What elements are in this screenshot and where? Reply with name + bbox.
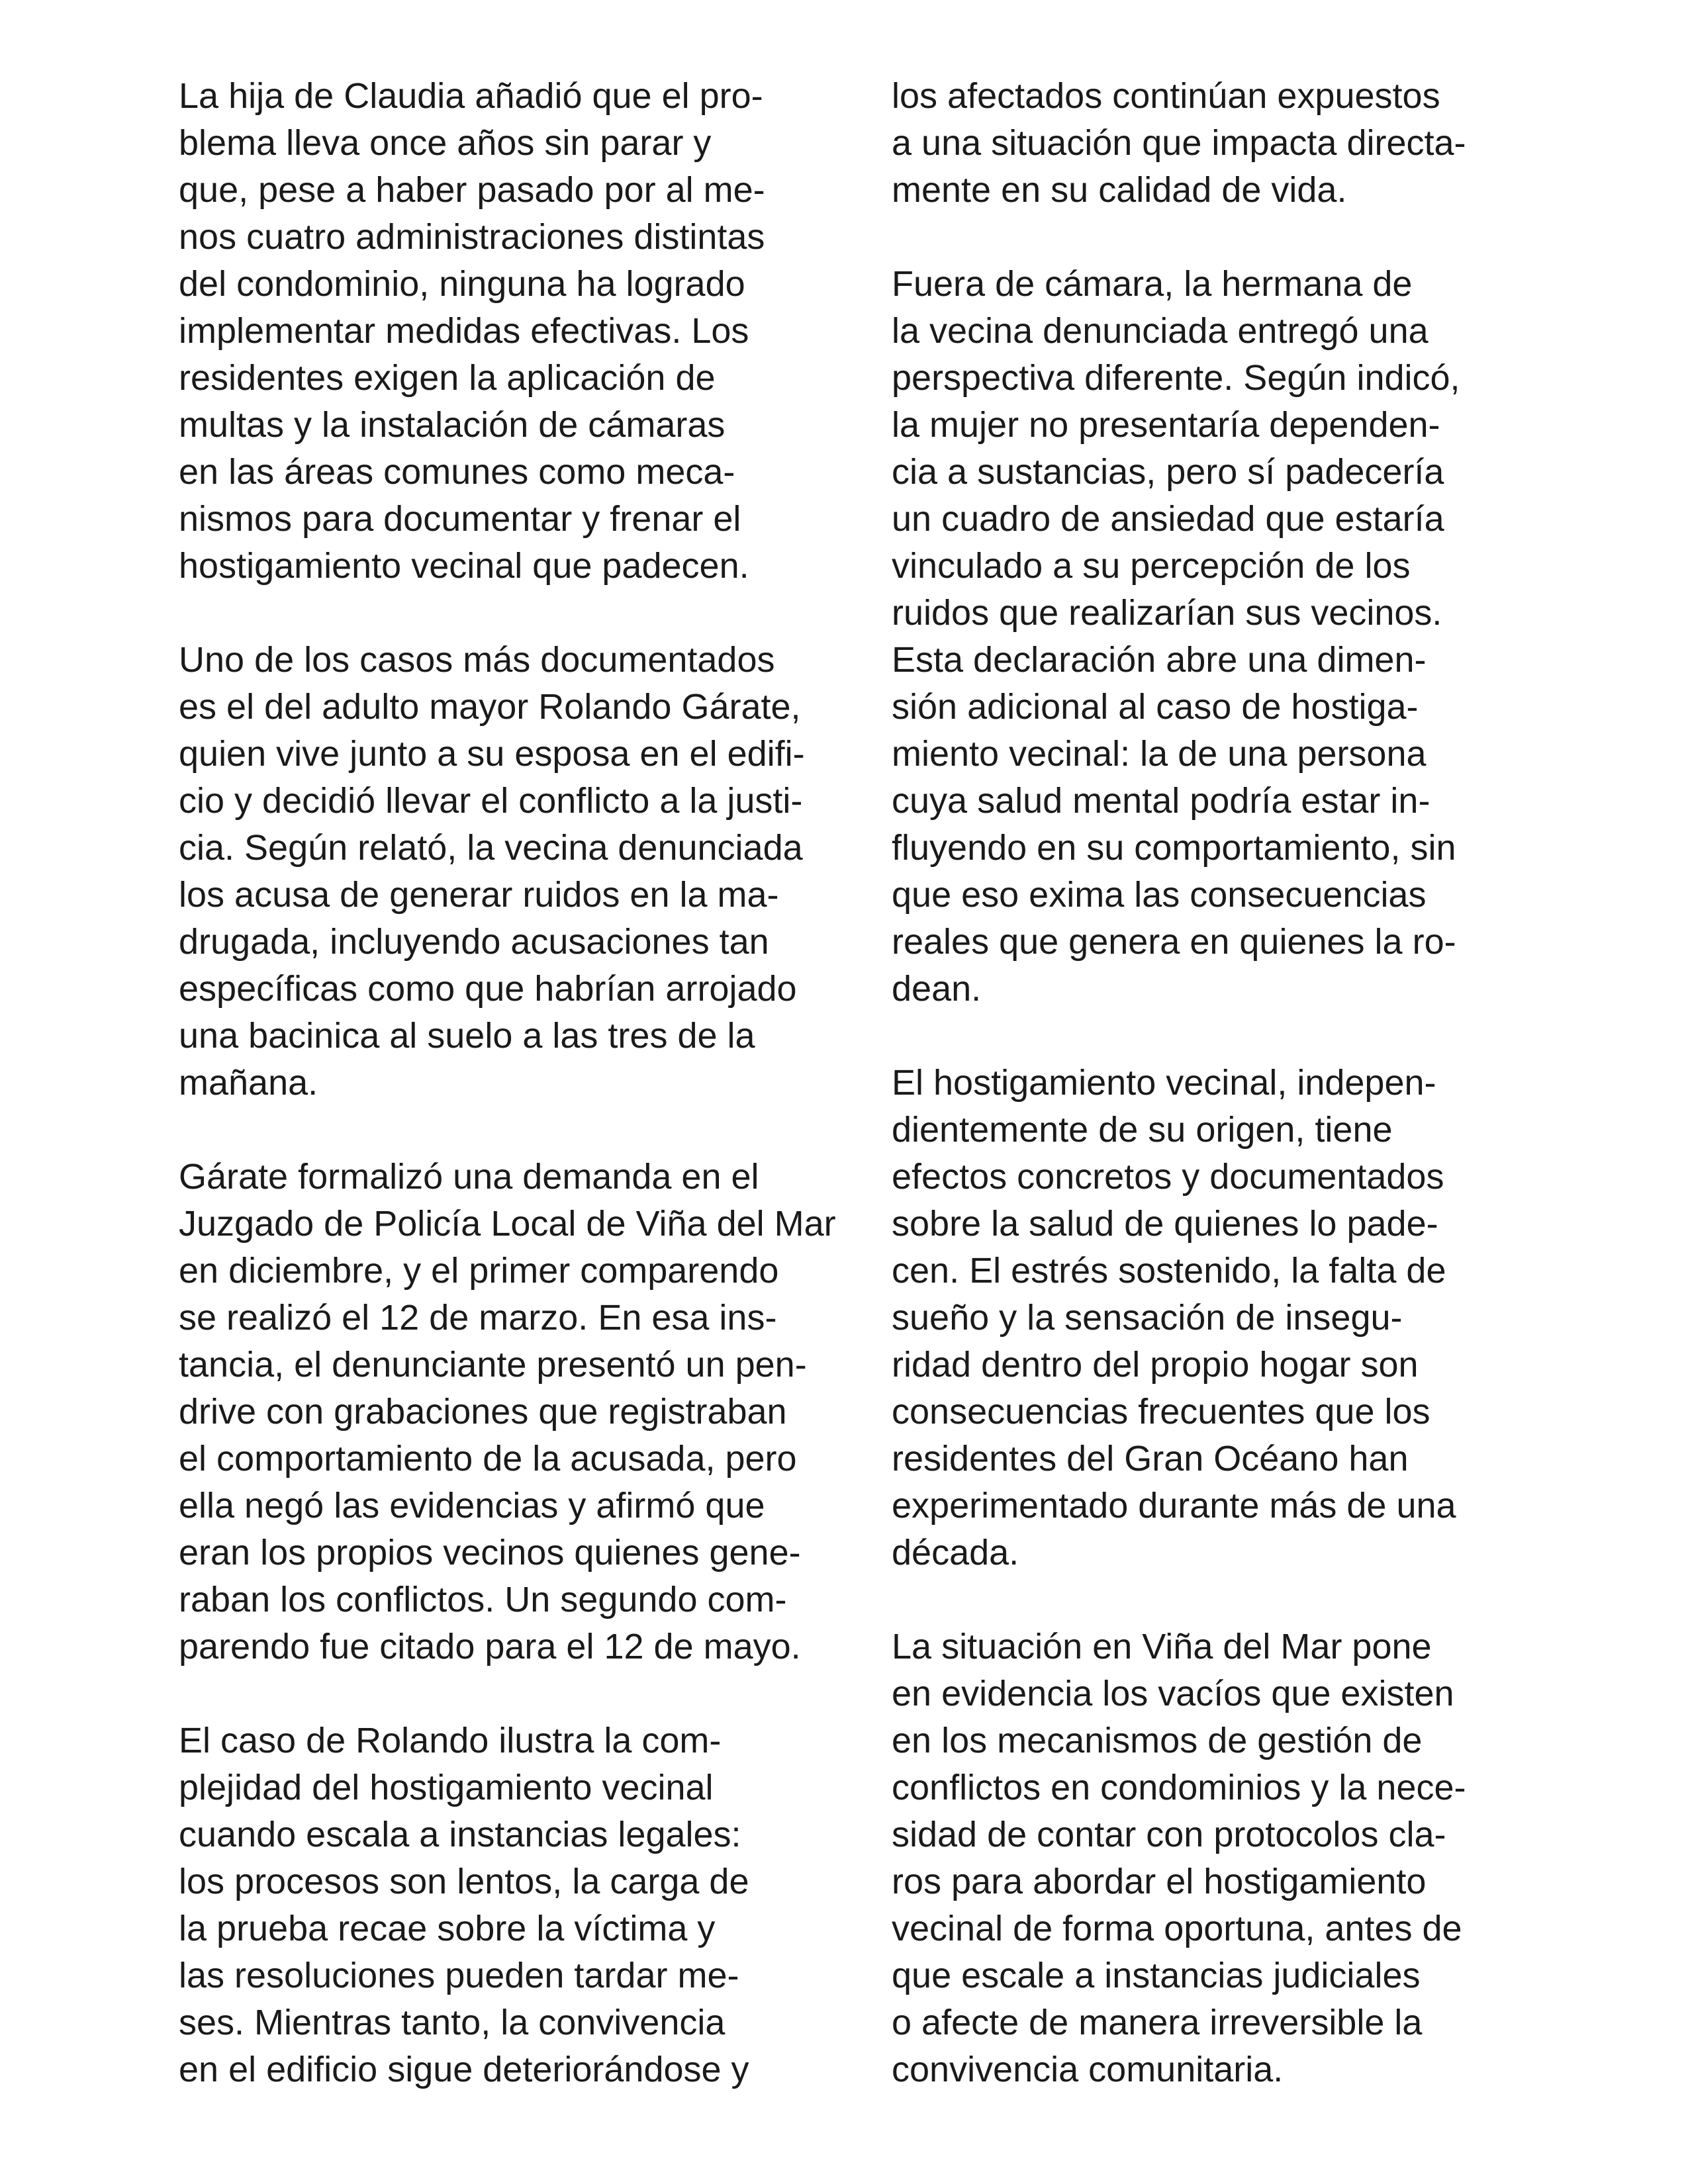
- text-line: sueño y la sensación de insegu-: [892, 1298, 1403, 1338]
- text-line: cia. Según relató, la vecina denunciada: [179, 828, 803, 868]
- paragraph: [179, 1154, 841, 1670]
- left-column: [179, 73, 841, 2140]
- text-line: convivencia comunitaria.: [892, 2050, 1284, 2089]
- text-line: implementar medidas efectivas. Los: [179, 311, 749, 351]
- text-line: del condominio, ninguna ha logrado: [179, 264, 745, 304]
- text-line: hostigamiento vecinal que padecen.: [179, 546, 749, 586]
- text-line: nismos para documentar y frenar el: [179, 499, 741, 539]
- text-line: que eso exima las consecuencias: [892, 875, 1427, 915]
- text-line: los procesos son lentos, la carga de: [179, 1862, 749, 1901]
- text-line: mente en su calidad de vida.: [892, 170, 1347, 210]
- text-line: efectos concretos y documentados: [892, 1157, 1444, 1197]
- text-line: quien vive junto a su esposa en el edifi-: [179, 734, 805, 774]
- text-line: fluyendo en su comportamiento, sin: [892, 828, 1456, 868]
- text-line: nos cuatro administraciones distintas: [179, 217, 765, 257]
- text-line: parendo fue citado para el 12 de mayo.: [179, 1627, 801, 1666]
- text-line: multas y la instalación de cámaras: [179, 405, 726, 445]
- paragraph: [892, 261, 1554, 1013]
- text-line: eran los propios vecinos quienes gene-: [179, 1533, 801, 1572]
- text-line: cio y decidió llevar el conflicto a la justi-: [179, 781, 803, 821]
- text-line: los acusa de generar ruidos en la ma-: [179, 875, 779, 915]
- text-line: el comportamiento de la acusada, pero: [179, 1439, 797, 1479]
- paragraph: [179, 73, 841, 590]
- text-line: ros para abordar el hostigamiento: [892, 1862, 1427, 1901]
- text-line: plejidad del hostigamiento vecinal: [179, 1768, 714, 1807]
- text-line: sión adicional al caso de hostiga-: [892, 687, 1419, 727]
- text-line: drive con grabaciones que registraban: [179, 1392, 787, 1432]
- text-line: la prueba recae sobre la víctima y: [179, 1909, 716, 1948]
- text-line: a una situación que impacta directa-: [892, 123, 1466, 163]
- text-line: vecinal de forma oportuna, antes de: [892, 1909, 1462, 1948]
- text-line: Fuera de cámara, la hermana de: [892, 264, 1413, 304]
- text-line: raban los conflictos. Un segundo com-: [179, 1580, 787, 1619]
- paragraph: [179, 1717, 841, 2093]
- text-line: los afectados continúan expuestos: [892, 76, 1440, 116]
- text-line: drugada, incluyendo acusaciones tan: [179, 922, 769, 962]
- right-column: [892, 73, 1554, 2140]
- text-line: es el del adulto mayor Rolando Gárate,: [179, 687, 801, 727]
- text-line: que, pese a haber pasado por al me-: [179, 170, 765, 210]
- text-line: un cuadro de ansiedad que estaría: [892, 499, 1444, 539]
- text-line: cia a sustancias, pero sí padecería: [892, 452, 1444, 492]
- text-line: El hostigamiento vecinal, indepen-: [892, 1063, 1436, 1103]
- text-line: las resoluciones pueden tardar me-: [179, 1956, 739, 1995]
- text-line: ruidos que realizarían sus vecinos.: [892, 593, 1442, 633]
- text-line: dientemente de su origen, tiene: [892, 1110, 1393, 1150]
- text-line: reales que genera en quienes la ro-: [892, 922, 1456, 962]
- text-line: sobre la salud de quienes lo pade-: [892, 1204, 1438, 1244]
- text-line: miento vecinal: la de una persona: [892, 734, 1427, 774]
- text-line: residentes del Gran Océano han: [892, 1439, 1409, 1479]
- text-line: ella negó las evidencias y afirmó que: [179, 1486, 765, 1525]
- text-line: se realizó el 12 de marzo. En esa ins-: [179, 1298, 777, 1338]
- text-line: o afecte de manera irreversible la: [892, 2003, 1423, 2042]
- paragraph: [179, 637, 841, 1107]
- text-line: experimentado durante más de una: [892, 1486, 1456, 1525]
- text-line: sidad de contar con protocolos cla-: [892, 1815, 1446, 1854]
- text-line: dean.: [892, 969, 982, 1009]
- text-line: la mujer no presentaría dependen-: [892, 405, 1440, 445]
- text-line: cuya salud mental podría estar in-: [892, 781, 1430, 821]
- text-line: específicas como que habrían arrojado: [179, 969, 797, 1009]
- text-line: El caso de Rolando ilustra la com-: [179, 1721, 722, 1760]
- text-line: La situación en Viña del Mar pone: [892, 1627, 1432, 1666]
- text-line: residentes exigen la aplicación de: [179, 358, 716, 398]
- text-line: mañana.: [179, 1063, 318, 1103]
- text-line: consecuencias frecuentes que los: [892, 1392, 1430, 1432]
- text-line: Uno de los casos más documentados: [179, 640, 775, 680]
- text-line: perspectiva diferente. Según indicó,: [892, 358, 1460, 398]
- text-line: en las áreas comunes como meca-: [179, 452, 735, 492]
- text-line: cen. El estrés sostenido, la falta de: [892, 1251, 1446, 1291]
- text-line: tancia, el denunciante presentó un pen-: [179, 1345, 807, 1385]
- text-line: la vecina denunciada entregó una: [892, 311, 1429, 351]
- text-line: década.: [892, 1533, 1019, 1572]
- text-line: Gárate formalizó una demanda en el: [179, 1157, 759, 1197]
- text-line: vinculado a su percepción de los: [892, 546, 1411, 586]
- text-line: cuando escala a instancias legales:: [179, 1815, 741, 1854]
- text-line: ridad dentro del propio hogar son: [892, 1345, 1419, 1385]
- text-line: en evidencia los vacíos que existen: [892, 1674, 1454, 1713]
- text-line: en el edificio sigue deteriorándose y: [179, 2050, 749, 2089]
- text-line: conflictos en condominios y la nece-: [892, 1768, 1466, 1807]
- text-line: en diciembre, y el primer comparendo: [179, 1251, 779, 1291]
- paragraph: [892, 1623, 1554, 2093]
- text-line: Esta declaración abre una dimen-: [892, 640, 1427, 680]
- text-line: blema lleva once años sin parar y: [179, 123, 712, 163]
- text-line: La hija de Claudia añadió que el pro-: [179, 76, 763, 116]
- text-line: ses. Mientras tanto, la convivencia: [179, 2003, 726, 2042]
- paragraph: [892, 1060, 1554, 1576]
- text-line: Juzgado de Policía Local de Viña del Mar: [179, 1204, 836, 1244]
- paragraph: [892, 73, 1554, 214]
- text-line: una bacinica al suelo a las tres de la: [179, 1016, 755, 1056]
- text-line: en los mecanismos de gestión de: [892, 1721, 1423, 1760]
- text-line: que escale a instancias judiciales: [892, 1956, 1421, 1995]
